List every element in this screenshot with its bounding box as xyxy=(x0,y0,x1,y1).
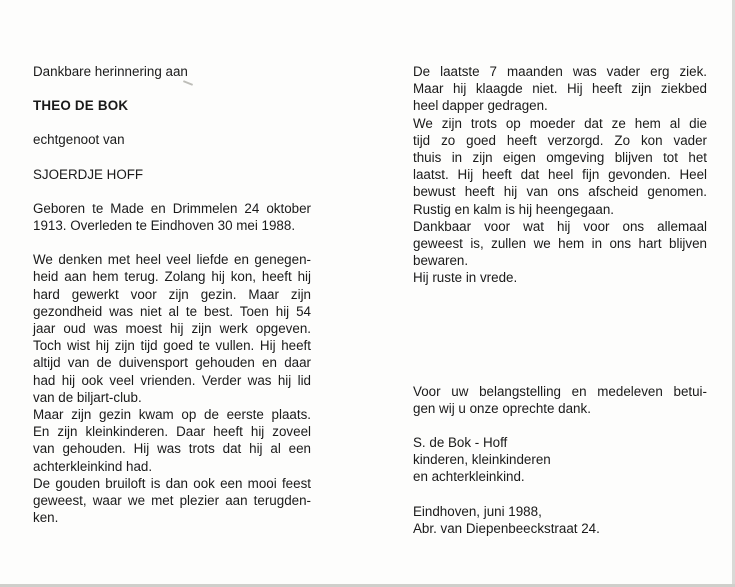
text-line: Voor uw belangstelling en medeleven betui- xyxy=(413,383,707,399)
text-line: altijd van de duivensport gehouden en daar xyxy=(33,355,311,371)
intro-text: Dankbare herinnering aan xyxy=(33,64,188,79)
text-line: Geboren te Made en Drimmelen 24 oktober xyxy=(33,200,311,216)
text-line: achterkleinkind had. xyxy=(33,458,153,474)
right-column xyxy=(413,63,707,537)
spouse-name: SJOERDJE HOFF xyxy=(33,166,144,182)
text-line: hard gewerkt voor zijn gezin. Maar zijn xyxy=(33,286,311,302)
text-line: gezondheid was niet al te best. Toen hij 54 xyxy=(33,303,311,319)
signature-line: S. de Bok - Hoff xyxy=(413,435,508,451)
signature-line: kinderen, kleinkinderen xyxy=(413,452,551,468)
text-line: Hij ruste in vrede. xyxy=(413,270,518,286)
text-line: van de biljart-club. xyxy=(33,389,142,405)
text-line: thuis in zijn eigen omgeving blijven tot het xyxy=(413,150,707,166)
text-line: ken. xyxy=(33,510,59,526)
deceased-name: THEO DE BOK xyxy=(33,98,129,114)
address-block xyxy=(413,503,707,537)
text-line: We denken met heel veel liefde en genegen- xyxy=(33,252,311,268)
text-line: Maar hij klaagde niet. Hij heeft zijn ziekbed xyxy=(413,81,707,97)
text-line: bewaren. xyxy=(413,253,469,269)
text-line: bewust heeft hij van ons afscheid genomen. xyxy=(413,184,707,200)
text-line: 1913. Overleden te Eindhoven 30 mei 1988. xyxy=(33,218,296,234)
text-line: geweest is, zullen we hem in ons hart blijven xyxy=(413,236,707,252)
text-line: We zijn trots op moeder dat ze hem al die xyxy=(413,115,707,131)
text-line: tijd zo goed heeft verzorgd. Zo kon vader xyxy=(413,132,707,148)
text-line: gen wij u onze oprechte dank. xyxy=(413,400,591,416)
text-line: had hij ook veel vrienden. Verder was hij lid xyxy=(33,372,311,388)
text-line: Rustig en kalm is hij heengegaan. xyxy=(413,201,614,217)
text-line: Toch wist hij zijn tijd goed te vullen. Hij heeft xyxy=(33,338,311,354)
address-line: Eindhoven, juni 1988, xyxy=(413,503,542,519)
text-line: Dankbaar voor wat hij voor ons allemaal xyxy=(413,218,707,234)
signature-line: en achterkleinkind. xyxy=(413,469,525,485)
text-line: geweest, waar we met plezier aan terugden- xyxy=(33,493,311,509)
text-line: De gouden bruiloft is dan ook een mooi feest xyxy=(33,475,311,491)
text-line: heel dapper gedragen. xyxy=(413,98,548,114)
text-line: van gehouden. Hij was trots dat hij al een xyxy=(33,441,311,457)
text-line: heid aan hem terug. Zolang hij kon, heeft hij xyxy=(33,269,311,285)
text-line: jaar oud was moest hij zijn werk opgeven. xyxy=(33,321,311,337)
text-line: De laatste 7 maanden was vader erg ziek. xyxy=(413,64,707,79)
signature-block xyxy=(413,434,707,486)
text-line: En zijn kleinkinderen. Daar heeft hij zoveel xyxy=(33,424,311,440)
text-line: Maar zijn gezin kwam op de eerste plaats. xyxy=(33,407,311,423)
memory-paragraph xyxy=(33,251,311,526)
address-line: Abr. van Diepenbeeckstraat 24. xyxy=(413,520,600,536)
text-line: laatst. Hij heeft dat heel fijn gevonden. Heel xyxy=(413,167,707,183)
relation-text: echtgenoot van xyxy=(33,132,125,148)
birth-death-paragraph xyxy=(33,200,311,234)
left-column xyxy=(33,63,311,526)
thanks-paragraph xyxy=(413,383,707,417)
illness-paragraph xyxy=(413,63,707,287)
